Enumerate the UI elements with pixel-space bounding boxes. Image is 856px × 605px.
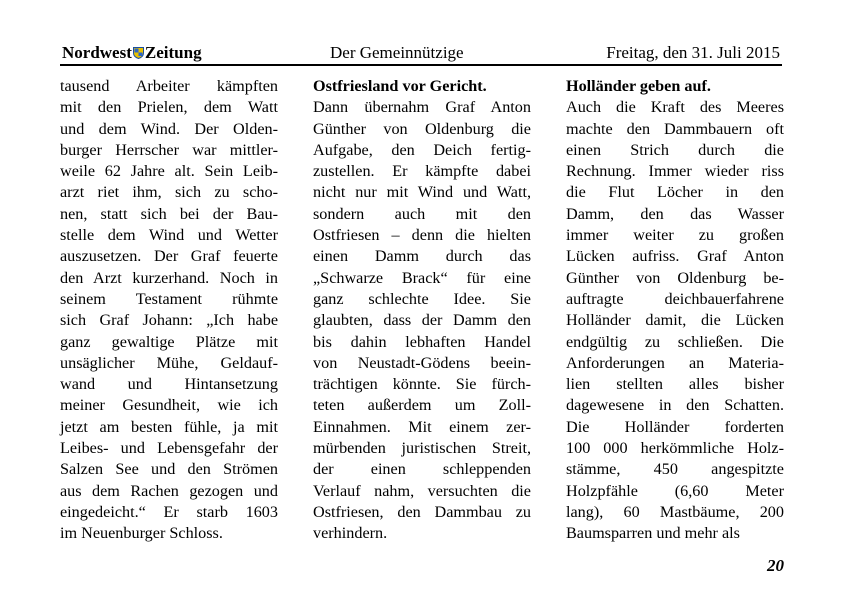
column-heading: Ostfriesland vor Gericht. (313, 77, 487, 95)
text-line: Günther von Oldenburg die (313, 119, 531, 138)
text-line: auftragte deichbauerfahrene (566, 289, 784, 308)
text-line: wand und Hintansetzung (60, 375, 278, 394)
text-line: Ostfriesen – denn die hielten (313, 226, 531, 245)
text-line: ganz gewaltige Plätze mit (60, 332, 278, 351)
text-line: unsäglicher Mühe, Geldauf- (60, 353, 278, 372)
text-line: lien stellten alles bisher (566, 375, 784, 394)
text-line: eingedeicht.“ Er starb 1603 (60, 502, 278, 521)
text-line: 100 000 herkömmliche Holz- (566, 439, 784, 458)
text-line: „Schwarze Brack“ für eine (313, 268, 531, 287)
text-line: burger Herrscher war mittler- (60, 140, 278, 159)
text-line: mit den Prielen, dem Watt (60, 98, 278, 117)
text-line: Auch die Kraft des Meeres (566, 98, 784, 117)
text-line: der einen schleppenden (313, 460, 531, 479)
text-line: die Flut Löcher in den (566, 183, 784, 202)
text-line: Damm, den das Wasser (566, 204, 784, 223)
text-line: verhindern. (313, 524, 388, 543)
text-line: seinem Testament rühmte (60, 289, 278, 308)
text-line: Aufgabe, den Deich fertig- (313, 140, 531, 159)
text-line: stämme, 450 angespitzte (566, 460, 784, 479)
text-line: dagewesene in den Schatten. (566, 396, 784, 415)
text-line: machte den Dammbauern oft (566, 119, 784, 138)
text-line: Holzpfähle (6,60 Meter (566, 481, 784, 500)
text-line: von Neustadt-Gödens beein- (313, 353, 531, 372)
text-line: stelle dem Wind und Wetter (60, 226, 278, 245)
text-line: Ostfriesen, den Dammbau zu (313, 502, 531, 521)
text-line: Dann übernahm Graf Anton (313, 98, 531, 117)
text-line: ganz schlechte Idee. Sie (313, 289, 531, 308)
newspaper-logo (62, 43, 202, 63)
text-line: nen, statt sich bei der Bau- (60, 204, 278, 223)
text-line: Die Holländer forderten (566, 417, 784, 436)
text-line: mürbenden juristischen Streit, (313, 439, 531, 458)
text-line: glaubten, dass der Damm den (313, 311, 531, 330)
text-line: im Neuenburger Schloss. (60, 524, 223, 543)
text-line: trächtigen könnte. Sie fürch- (313, 375, 531, 394)
text-line: Lücken aufriss. Graf Anton (566, 247, 784, 266)
text-line: Einnahmen. Mit einem zer- (313, 417, 531, 436)
text-line: Leibes- und Lebensgefahr der (60, 439, 278, 458)
text-line: tausend Arbeiter kämpften (60, 77, 278, 95)
issue-date: Freitag, den 31. Juli 2015 (606, 43, 780, 62)
text-line: jetzt am besten fühle, ja mit (60, 417, 278, 436)
publication-name: Der Gemeinnützige (330, 43, 464, 62)
text-line: sich Graf Johann: „Ich habe (60, 311, 278, 330)
text-line: einen Strich durch die (566, 140, 784, 159)
text-line: meiner Gesundheit, wie ich (60, 396, 278, 415)
text-line: Holländer damit, die Lücken (566, 311, 784, 330)
text-line: weile 62 Jahre alt. Sein Leib- (60, 162, 278, 181)
page-number: 20 (767, 556, 784, 575)
logo-text-left: Nordwest (62, 43, 132, 62)
text-line: und dem Wind. Der Olden- (60, 119, 278, 138)
column-heading: Holländer geben auf. (566, 77, 711, 95)
text-line: Rechnung. Immer wieder riss (566, 162, 784, 181)
text-line: sondern auch mit den (313, 204, 531, 223)
text-line: den Arzt kurzerhand. Noch in (60, 268, 278, 287)
text-column-1 (60, 76, 278, 545)
text-line: einen Damm durch das (313, 247, 531, 266)
text-line: lang), 60 Mastbäume, 200 (566, 502, 784, 521)
text-line: nicht nur mit Wind und Watt, (313, 183, 531, 202)
coat-of-arms-icon (133, 47, 144, 59)
header-rule (60, 64, 782, 66)
text-line: Günther von Oldenburg be- (566, 268, 784, 287)
logo-text-right: Zeitung (144, 43, 202, 62)
text-column-2 (313, 76, 531, 545)
text-line: auszusetzen. Der Graf feuerte (60, 247, 278, 266)
text-line: Baumsparren und mehr als (566, 524, 740, 543)
text-line: Salzen See und den Strömen (60, 460, 278, 479)
text-line: Verlauf nahm, versuchten die (313, 481, 531, 500)
text-column-3 (566, 76, 784, 545)
text-line: Anforderungen an Materia- (566, 353, 784, 372)
text-line: arzt riet ihm, sich zu scho- (60, 183, 278, 202)
text-line: immer weiter zu großen (566, 226, 784, 245)
text-line: zustellen. Er kämpfte dabei (313, 162, 531, 181)
text-line: aus dem Rachen gezogen und (60, 481, 278, 500)
text-line: endgültig zu schließen. Die (566, 332, 784, 351)
text-line: teten außerdem um Zoll- (313, 396, 531, 415)
page-header (60, 43, 780, 65)
text-line: bis dahin lebhaften Handel (313, 332, 531, 351)
